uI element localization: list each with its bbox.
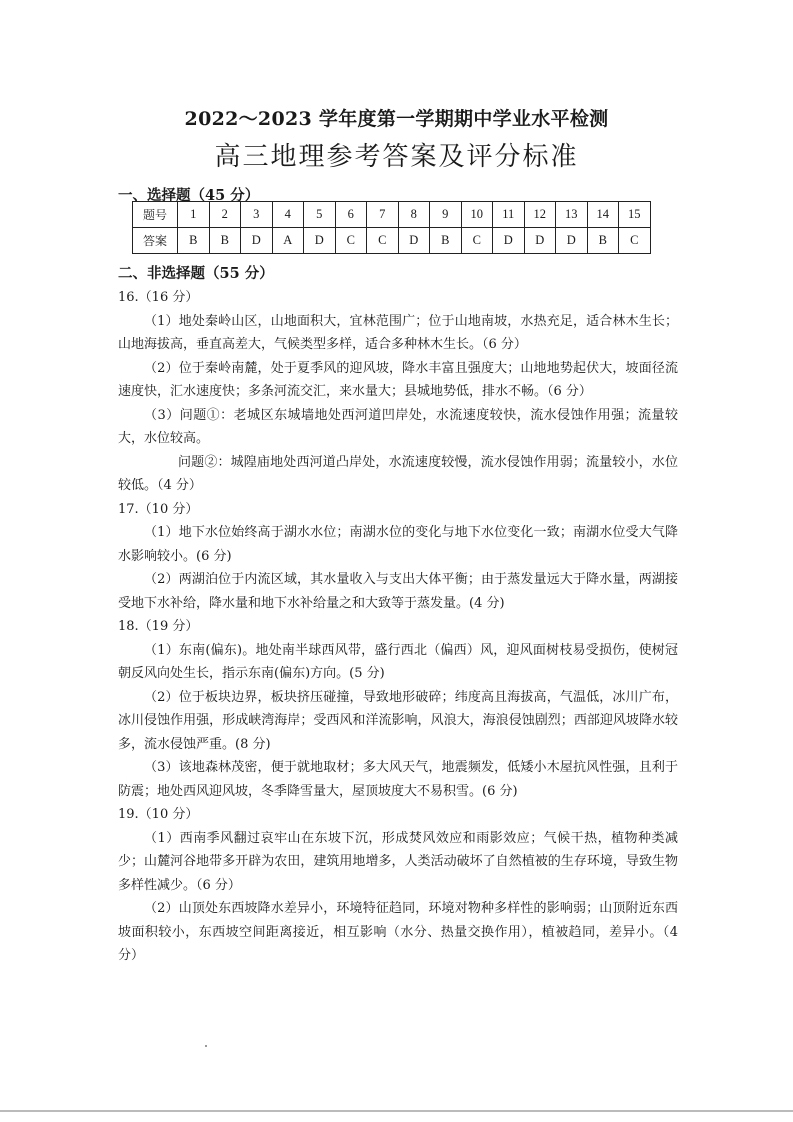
answer-cell: C: [367, 228, 399, 254]
question-number-cell: 9: [430, 202, 462, 228]
question-17-heading: 17.（10 分）: [118, 501, 199, 517]
question-number-cell: 11: [493, 202, 525, 228]
question-16-heading: 16.（16 分）: [118, 290, 199, 305]
answer-cell: A: [272, 228, 304, 254]
page-bottom-divider: [0, 1110, 793, 1112]
row-label: 题号: [133, 202, 178, 228]
answer-cell: C: [335, 228, 367, 254]
answer-cell: D: [398, 228, 430, 254]
question-number-cell: 3: [241, 202, 273, 228]
question-number-cell: 12: [524, 202, 556, 228]
scan-dot: [205, 1045, 207, 1047]
answer-cell: B: [430, 228, 462, 254]
answer-cell: B: [209, 228, 241, 254]
answer-paragraph: 问题②：城隍庙地处西河道凸岸处，水流速度较慢，流水侵蚀作用弱；流量较小，水位较低。（4 分）: [118, 454, 678, 493]
answer-cell: D: [241, 228, 273, 254]
answers-body: [118, 286, 678, 968]
question-number-cell: 14: [587, 202, 619, 228]
question-number-cell: 4: [272, 202, 304, 228]
answer-cell: C: [461, 228, 493, 254]
answer-cell: D: [493, 228, 525, 254]
answer-paragraph: （2）两湖泊位于内流区域，其水量收入与支出大体平衡；由于蒸发量远大于降水量，两湖接受地下水补给，降水量和地下水补给量之和大致等于蒸发量。(4 分): [118, 572, 678, 611]
question-number-cell: 5: [304, 202, 336, 228]
question-number-cell: 15: [619, 202, 651, 228]
answer-paragraph: （2）山顶处东西坡降水差异小，环境特征趋同，环境对物种多样性的影响弱；山顶附近东西坡面积较小，东西坡空间距离接近，相互影响（水分、热量交换作用），植被趋同，差异小。（4 分）: [118, 901, 678, 963]
answer-cell: B: [178, 228, 210, 254]
answer-paragraph: （1）东南(偏东)。地处南半球西风带，盛行西北（偏西）风，迎风面树枝易受损伤，使树冠朝反风向处生长，指示东南(偏东)方向。(5 分): [118, 642, 678, 681]
question-number-row: [133, 202, 651, 228]
question-number-cell: 6: [335, 202, 367, 228]
answer-cell: D: [556, 228, 588, 254]
answer-row: [133, 228, 651, 254]
answer-paragraph: （3）该地森林茂密，便于就地取材；多大风天气，地震频发，低矮小木屋抗风性强，且利于防震；地处西风迎风坡，冬季降雪量大，屋顶坡度大不易积雪。(6 分): [118, 760, 678, 799]
section-heading-choice: 一、选择题（45 分）: [118, 187, 260, 204]
document-subtitle: 高三地理参考答案及评分标准: [214, 142, 579, 172]
question-18-heading: 18.（19 分）: [118, 619, 199, 634]
row-label: 答案: [133, 228, 178, 254]
answer-table: [132, 201, 651, 254]
section-heading-non-choice: 二、非选择题（55 分）: [118, 265, 274, 282]
answer-paragraph: （1）地处秦岭山区，山地面积大，宜林范围广；位于山地南坡，水热充足，适合林木生长；山地海拔高，垂直高差大，气候类型多样，适合多种林木生长。（6 分）: [118, 313, 678, 352]
question-number-cell: 13: [556, 202, 588, 228]
answer-paragraph: （2）位于板块边界，板块挤压碰撞，导致地形破碎；纬度高且海拔高，气温低，冰川广布，冰川侵蚀作用强，形成峡湾海岸；受西风和洋流影响，风浪大，海浪侵蚀剧烈；西部迎风坡降水较多，流水侵蚀严重。(8 分): [118, 689, 678, 752]
exam-title: 2022～2023 学年度第一学期期中学业水平检测: [184, 108, 609, 130]
answer-cell: B: [587, 228, 619, 254]
question-number-cell: 8: [398, 202, 430, 228]
answer-paragraph: （1）地下水位始终高于湖水水位；南湖水位的变化与地下水位变化一致；南湖水位受大气降水影响较小。(6 分): [118, 525, 678, 564]
answer-paragraph: （1）西南季风翻过哀牢山在东坡下沉，形成焚风效应和雨影效应；气候干热，植物种类减少；山麓河谷地带多开辟为农田，建筑用地增多，人类活动破坏了自然植被的生存环境，导致生物多样性减少。（6 分）: [118, 830, 678, 893]
question-number-cell: 7: [367, 202, 399, 228]
question-19-heading: 19.（10 分）: [118, 807, 199, 822]
question-number-cell: 2: [209, 202, 241, 228]
answer-paragraph: （3）问题①：老城区东城墙地处西河道凹岸处，水流速度较快，流水侵蚀作用强；流量较大，水位较高。: [118, 407, 678, 446]
answer-cell: D: [304, 228, 336, 254]
question-number-cell: 1: [178, 202, 210, 228]
question-number-cell: 10: [461, 202, 493, 228]
answer-cell: D: [524, 228, 556, 254]
answer-paragraph: （2）位于秦岭南麓，处于夏季风的迎风坡，降水丰富且强度大；山地地势起伏大，坡面径流速度快，汇水速度快；多条河流交汇，来水量大；县城地势低，排水不畅。（6 分）: [118, 360, 678, 399]
answer-cell: C: [619, 228, 651, 254]
